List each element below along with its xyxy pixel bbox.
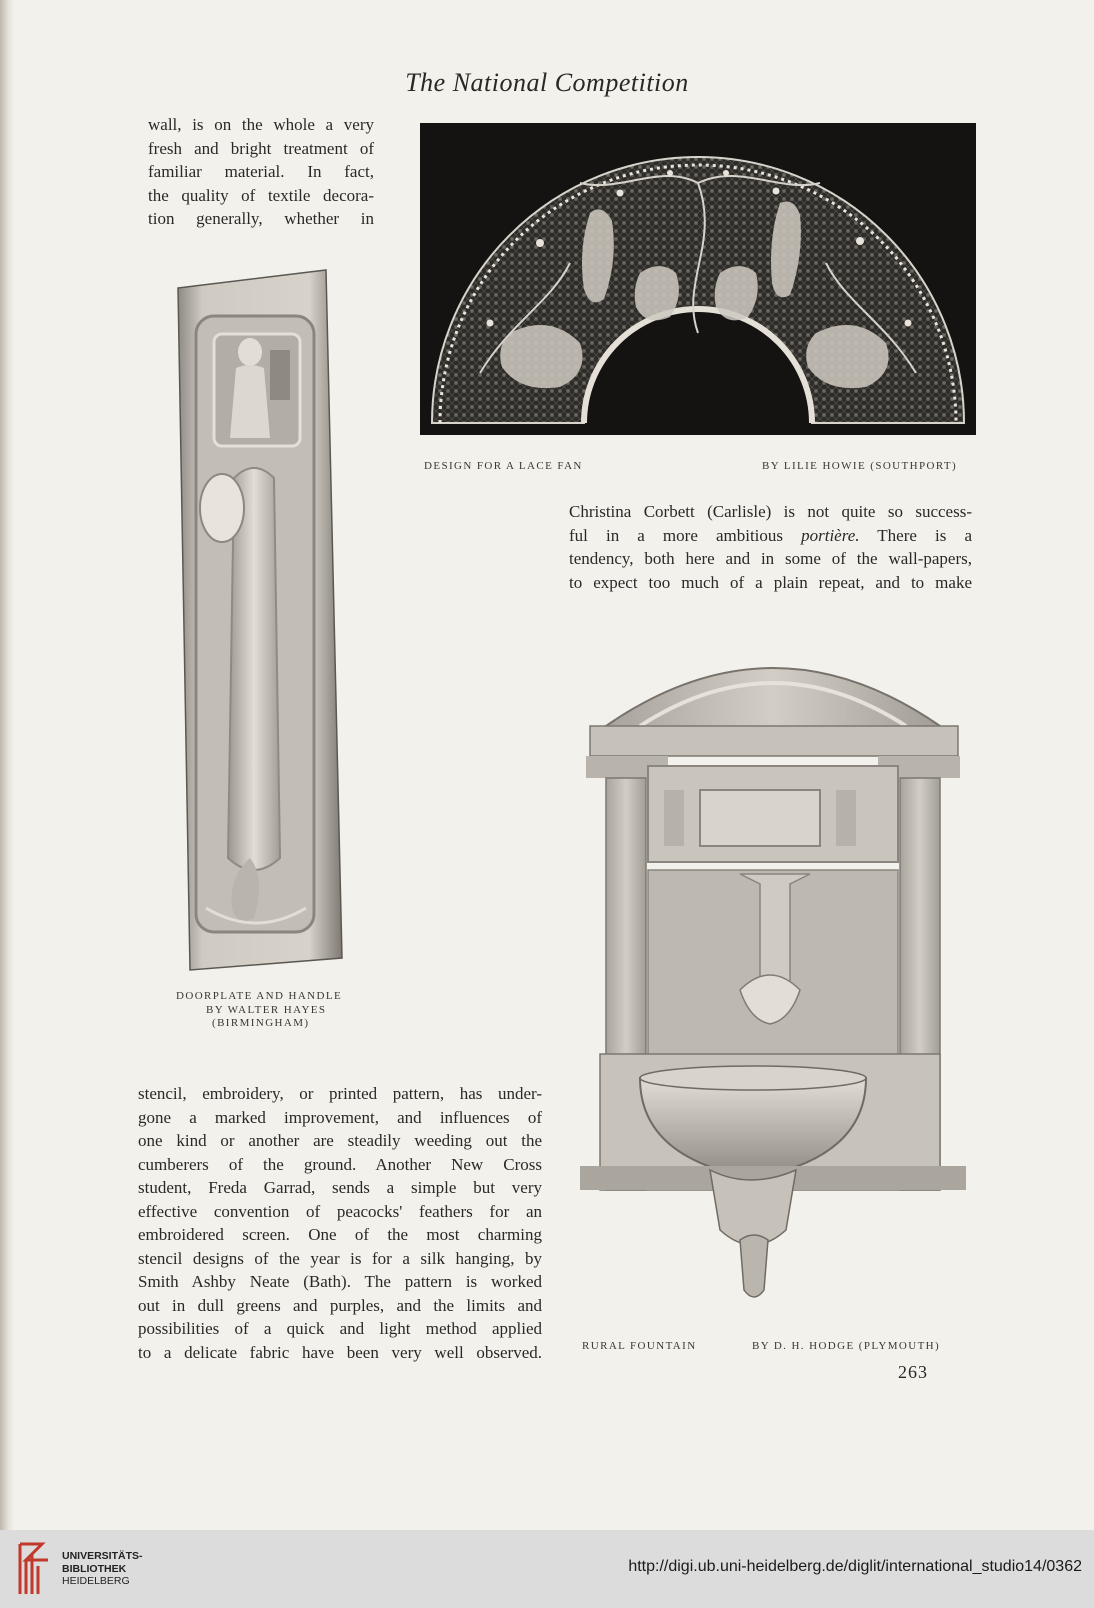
caption-fan-artist: BY LILIE HOWIE (SOUTHPORT) bbox=[762, 460, 958, 472]
text-line: wall, is on the whole a very bbox=[148, 115, 374, 134]
caption-line: (BIRMINGHAM) bbox=[212, 1017, 310, 1029]
logo-stroke bbox=[20, 1544, 48, 1560]
lace-fan-illustration bbox=[420, 123, 976, 435]
text-line: possibilities of a quick and light method applied bbox=[138, 1319, 542, 1338]
paragraph-right bbox=[569, 500, 972, 594]
text-line: out in dull greens and purples, and the limits and bbox=[138, 1295, 542, 1315]
text-line: familiar material. In fact, bbox=[148, 162, 374, 181]
rural-fountain-photograph bbox=[580, 630, 966, 1326]
text-line: embroidered screen. One of the most charming bbox=[138, 1225, 542, 1244]
text-line: effective convention of peacocks' feathers for an bbox=[138, 1201, 542, 1221]
text-line: gone a marked improvement, and influences of bbox=[138, 1107, 542, 1127]
caption-doorplate bbox=[176, 990, 342, 1031]
text-line: stencil, embroidery, or printed pattern, has under- bbox=[138, 1084, 542, 1103]
text-line-with-italic bbox=[569, 524, 972, 548]
caption-line: DOORPLATE AND HANDLE bbox=[176, 990, 343, 1002]
library-name-line: BIBLIOTHEK bbox=[62, 1562, 127, 1575]
caption-fan-title: DESIGN FOR A LACE FAN bbox=[424, 460, 583, 472]
library-logo-icon bbox=[14, 1540, 54, 1598]
italic-term: portière. bbox=[801, 525, 860, 545]
doorplate-photograph bbox=[176, 268, 344, 972]
text-line: fresh and bright treatment of bbox=[148, 138, 374, 158]
text-line: Christina Corbett (Carlisle) is not quite so success- bbox=[569, 502, 972, 521]
text-line: stencil designs of the year is for a silk hanging, by bbox=[138, 1248, 542, 1268]
source-url-link[interactable]: http://digi.ub.uni-heidelberg.de/diglit/international_studio14/0362 bbox=[628, 1558, 1082, 1575]
text-line: student, Freda Garrad, sends a simple but very bbox=[138, 1178, 542, 1197]
caption-fountain-artist: BY D. H. HODGE (PLYMOUTH) bbox=[752, 1340, 941, 1352]
text-run: ful in a more ambitious bbox=[569, 525, 802, 545]
text-run: There is a bbox=[859, 525, 972, 545]
caption-line: BY WALTER HAYES bbox=[206, 1003, 327, 1016]
library-name bbox=[62, 1550, 143, 1588]
paragraph-bottom-left bbox=[138, 1082, 542, 1364]
text-line: to expect too much of a plain repeat, and to make bbox=[569, 572, 972, 592]
text-line: tendency, both here and in some of the wall-papers, bbox=[569, 549, 972, 568]
running-head: The National Competition bbox=[405, 68, 689, 97]
library-name-line: UNIVERSITÄTS- bbox=[62, 1550, 143, 1562]
paragraph-top-left bbox=[148, 113, 374, 231]
text-line: to a delicate fabric have been very well observed. bbox=[138, 1342, 542, 1362]
library-name-line: HEIDELBERG bbox=[62, 1575, 130, 1587]
page-number: 263 bbox=[898, 1362, 928, 1382]
digitization-footer bbox=[0, 1530, 1094, 1608]
text-line: the quality of textile decora- bbox=[148, 185, 374, 205]
text-line: cumberers of the ground. Another New Cross bbox=[138, 1154, 542, 1174]
text-line: Smith Ashby Neate (Bath). The pattern is worked bbox=[138, 1272, 542, 1291]
page-gutter-shadow bbox=[0, 0, 14, 1530]
caption-fountain-title: RURAL FOUNTAIN bbox=[582, 1340, 697, 1352]
text-line: one kind or another are steadily weeding out the bbox=[138, 1131, 542, 1150]
text-line: tion generally, whether in bbox=[148, 209, 374, 228]
